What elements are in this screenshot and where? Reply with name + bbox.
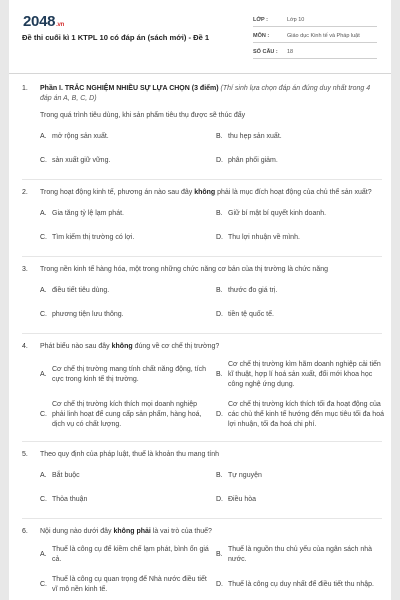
option-c[interactable] [40, 149, 212, 173]
question-number: 5. [22, 451, 28, 458]
option-letter: C. [40, 496, 47, 503]
header-divider [9, 73, 391, 74]
option-letter: A. [40, 287, 47, 294]
question-3 [22, 265, 382, 327]
option-b[interactable] [216, 540, 388, 570]
option-letter: A. [40, 371, 47, 378]
question-4 [22, 342, 382, 435]
option-text: Thỏa thuận [52, 496, 88, 503]
answer-options [40, 540, 382, 600]
option-d[interactable] [216, 149, 388, 173]
option-letter: B. [216, 472, 223, 479]
page-header [9, 0, 391, 65]
option-text: Giữ bí mật bí quyết kinh doanh. [228, 210, 327, 217]
answer-options [40, 279, 382, 327]
question-2 [22, 188, 382, 250]
info-row-question-count [253, 45, 377, 59]
option-a[interactable] [40, 355, 212, 395]
question-text-part: là vai trò của thuế? [150, 528, 212, 535]
option-letter: B. [216, 371, 223, 378]
option-c[interactable] [40, 303, 212, 327]
question-list [22, 84, 382, 600]
option-letter: D. [216, 157, 223, 164]
option-c[interactable] [40, 226, 212, 250]
option-a[interactable] [40, 540, 212, 570]
option-text: Thuế là công cụ quan trọng để Nhà nước điều tiết vĩ mô nền kinh tế. [52, 576, 207, 593]
question-text-part: Nội dung nào dưới đây [40, 528, 114, 535]
answer-options [40, 125, 382, 173]
logo-text: 2048 [23, 13, 56, 30]
info-value: 18 [287, 48, 294, 55]
question-text-emphasis: không [111, 343, 133, 350]
option-text: Cơ chế thị trường mang tính chất năng động, tích cực trong kinh tế thị trường. [52, 366, 206, 383]
question-text-part: Trong hoạt động kinh tế, phương án nào sau đây [40, 189, 195, 196]
option-text: Cơ chế thị trường kìm hãm doanh nghiệp cải tiến kĩ thuật, hợp lí hoá sản xuất, đổi mới khoa học công nghệ ứng dụng. [228, 361, 381, 388]
option-text: sản xuất giữ vững. [52, 157, 111, 164]
option-text: Thuế là công cụ duy nhất để điều tiết thu nhập. [228, 581, 374, 588]
document-title: Đề thi cuối kì 1 KTPL 10 có đáp án (sách mới) - Đề 1 [22, 33, 210, 42]
option-letter: A. [40, 210, 47, 217]
option-b[interactable] [216, 464, 388, 488]
question-text: Trong quá trình tiêu dùng, khi sản phẩm tiêu thụ được sẽ thúc đẩy [40, 112, 246, 119]
option-d[interactable] [216, 488, 388, 512]
info-row-class [253, 13, 377, 27]
option-letter: A. [40, 133, 47, 140]
option-text: Điều hòa [228, 496, 257, 503]
question-number: 3. [22, 266, 28, 273]
question-divider [22, 256, 382, 257]
info-label: MÔN : [253, 32, 270, 39]
question-text-emphasis: không [194, 189, 216, 196]
option-text: thước đo giá trị. [228, 287, 278, 294]
question-text: Trong nền kinh tế hàng hóa, một trong những chức năng cơ bản của thị trường là chức năng [40, 266, 329, 273]
option-letter: C. [40, 234, 47, 241]
option-letter: D. [216, 234, 223, 241]
part-heading [40, 84, 382, 104]
option-text: điều tiết tiêu dùng. [52, 287, 110, 294]
option-b[interactable] [216, 355, 388, 395]
option-letter: C. [40, 157, 47, 164]
option-text: mở rộng sản xuất. [52, 133, 109, 140]
option-d[interactable] [216, 395, 388, 435]
option-letter: D. [216, 411, 223, 418]
question-text [40, 527, 382, 537]
option-d[interactable] [216, 303, 388, 327]
option-text: Cơ chế thị trường kích thích tối đa hoạt động của các chủ thể kinh tế hướng đến mục tiêu tối đa hoá lợi nhuận, tối đa hoá chi phí. [228, 401, 384, 428]
part-title: Phần I. TRẮC NGHIỆM NHIỀU SỰ LỰA CHỌN (3 điểm) [40, 85, 219, 92]
option-text: Thu lợi nhuận về mình. [228, 234, 300, 241]
option-text: Tự nguyện [228, 472, 262, 479]
question-5 [22, 450, 382, 512]
question-number: 2. [22, 189, 28, 196]
option-letter: D. [216, 581, 223, 588]
question-text-part: Phát biểu nào sau đây [40, 343, 112, 350]
option-letter: D. [216, 311, 223, 318]
question-text-part: phải là mục đích hoạt động của chủ thể sản xuất? [215, 189, 372, 196]
info-value: Giáo dục Kinh tế và Pháp luật [287, 32, 360, 39]
question-1 [22, 84, 382, 173]
site-logo[interactable] [23, 13, 64, 30]
option-text: Thuế là nguồn thu chủ yếu của ngân sách nhà nước. [228, 546, 372, 563]
option-letter: A. [40, 472, 47, 479]
option-text: Thuế là công cụ để kiềm chế lạm phát, bình ổn giá cả. [52, 546, 209, 563]
option-letter: C. [40, 581, 47, 588]
option-text: phân phối giảm. [228, 157, 278, 164]
answer-options [40, 464, 382, 512]
option-text: tiền tệ quốc tế. [228, 311, 274, 318]
option-b[interactable] [216, 125, 388, 149]
question-divider [22, 333, 382, 334]
question-6 [22, 527, 382, 600]
info-label: LỚP : [253, 16, 268, 23]
option-b[interactable] [216, 202, 388, 226]
option-text: Cơ chế thị trường kích thích mọi doanh nghiệp phải linh hoạt để cung cấp sản phẩm, hàng hoá, dịch vụ có chất lượng. [52, 401, 202, 428]
option-c[interactable] [40, 395, 212, 435]
question-number: 1. [22, 85, 28, 92]
question-text-emphasis: không phải [113, 528, 151, 535]
option-d[interactable] [216, 570, 388, 600]
logo-suffix: .vn [56, 22, 64, 28]
info-value: Lớp 10 [287, 16, 305, 23]
question-text: Theo quy định của pháp luật, thuế là khoản thu mang tính [40, 451, 220, 458]
document-page [9, 0, 391, 600]
option-letter: C. [40, 311, 47, 318]
option-letter: C. [40, 411, 47, 418]
info-label: SỐ CÂU : [253, 48, 278, 55]
question-text [40, 188, 382, 198]
question-text [40, 342, 382, 352]
option-a[interactable] [40, 202, 212, 226]
option-text: Tìm kiếm thị trường có lợi. [52, 234, 135, 241]
option-letter: B. [216, 551, 223, 558]
option-a[interactable] [40, 279, 212, 303]
answer-options [40, 355, 382, 435]
option-a[interactable] [40, 125, 212, 149]
option-text: Bắt buộc [52, 472, 80, 479]
option-text: thu hẹp sản xuất. [228, 133, 282, 140]
document-info [253, 13, 377, 61]
info-row-subject [253, 29, 377, 43]
option-text: Gia tăng tỷ lệ lạm phát. [52, 210, 124, 217]
option-letter: B. [216, 287, 223, 294]
option-letter: A. [40, 551, 47, 558]
part-instruction: (Thí sinh lựa chọn đáp án đúng duy nhất trong 4 đáp án A, B, C, D) [40, 85, 371, 102]
option-letter: B. [216, 210, 223, 217]
option-d[interactable] [216, 226, 388, 250]
option-c[interactable] [40, 570, 212, 600]
answer-options [40, 202, 382, 250]
option-letter: B. [216, 133, 223, 140]
question-divider [22, 441, 382, 442]
question-divider [22, 518, 382, 519]
question-text-part: đúng về cơ chế thị trường? [132, 343, 220, 350]
option-c[interactable] [40, 488, 212, 512]
question-divider [22, 179, 382, 180]
question-number: 4. [22, 343, 28, 350]
option-a[interactable] [40, 464, 212, 488]
option-text: phương tiện lưu thông. [52, 311, 124, 318]
question-number: 6. [22, 528, 28, 535]
option-b[interactable] [216, 279, 388, 303]
option-letter: D. [216, 496, 223, 503]
